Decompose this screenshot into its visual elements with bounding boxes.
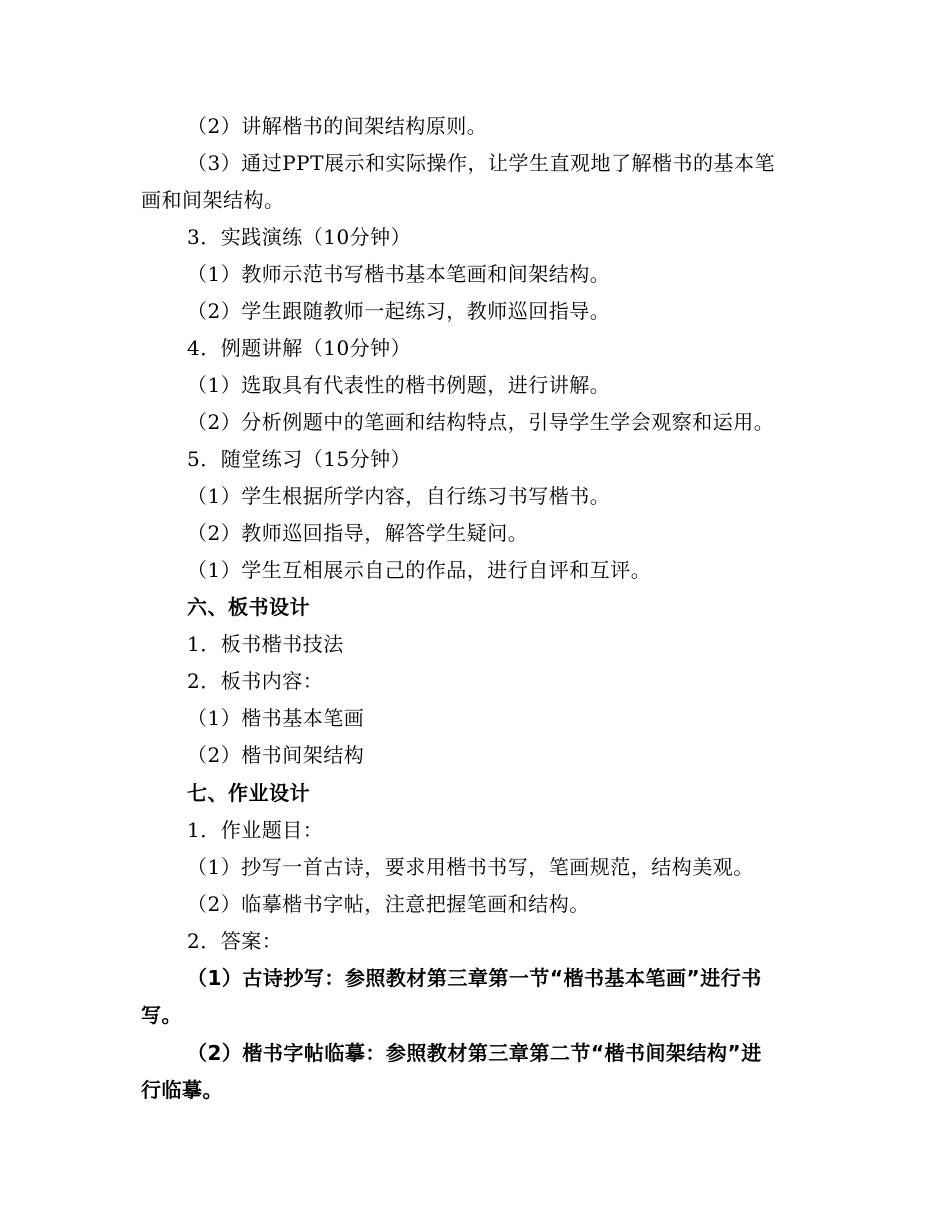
paragraph-line: （1）教师示范书写楷书基本笔画和间架结构。 (187, 262, 611, 286)
list-item: 2．答案： (187, 929, 283, 953)
list-item: （2）楷书间架结构 (187, 743, 365, 767)
list-item: （1）抄写一首古诗，要求用楷书书写，笔画规范，结构美观。 (187, 855, 754, 879)
list-item: 2．板书内容： (187, 669, 324, 693)
answer-line: （2）楷书字帖临摹：参照教材第三章第二节“楷书间架结构”进 (187, 1041, 762, 1065)
list-item: 1．板书楷书技法 (187, 632, 344, 656)
list-item: （1）楷书基本笔画 (187, 706, 365, 730)
chapter-heading: 七、作业设计 (187, 781, 310, 805)
chapter-heading: 六、板书设计 (187, 595, 310, 619)
section-heading: 5．随堂练习（15分钟） (187, 447, 412, 471)
paragraph-line: （1）选取具有代表性的楷书例题，进行讲解。 (187, 373, 611, 397)
answer-line: 写。 (141, 1003, 182, 1027)
paragraph-line: （1）学生根据所学内容，自行练习书写楷书。 (187, 484, 611, 508)
paragraph-line: （2）分析例题中的笔画和结构特点，引导学生学会观察和运用。 (187, 410, 775, 434)
list-item: 1．作业题目： (187, 818, 324, 842)
answer-line: （1）古诗抄写：参照教材第三章第一节“楷书基本笔画”进行书 (187, 966, 762, 990)
answer-line: 行临摹。 (141, 1078, 223, 1102)
paragraph-line: （2）学生跟随教师一起练习，教师巡回指导。 (187, 299, 611, 323)
section-heading: 3．实践演练（10分钟） (187, 225, 412, 249)
list-item: （2）临摹楷书字帖，注意把握笔画和结构。 (187, 892, 590, 916)
paragraph-line: （1）学生互相展示自己的作品，进行自评和互评。 (187, 558, 652, 582)
paragraph-line: （2）教师巡回指导，解答学生疑问。 (187, 521, 529, 545)
paragraph-line: （3）通过PPT展示和实际操作，让学生直观地了解楷书的基本笔 (187, 151, 775, 175)
paragraph-line: 画和间架结构。 (141, 188, 285, 212)
paragraph-line: （2）讲解楷书的间架结构原则。 (187, 114, 488, 138)
section-heading: 4．例题讲解（10分钟） (187, 336, 412, 360)
